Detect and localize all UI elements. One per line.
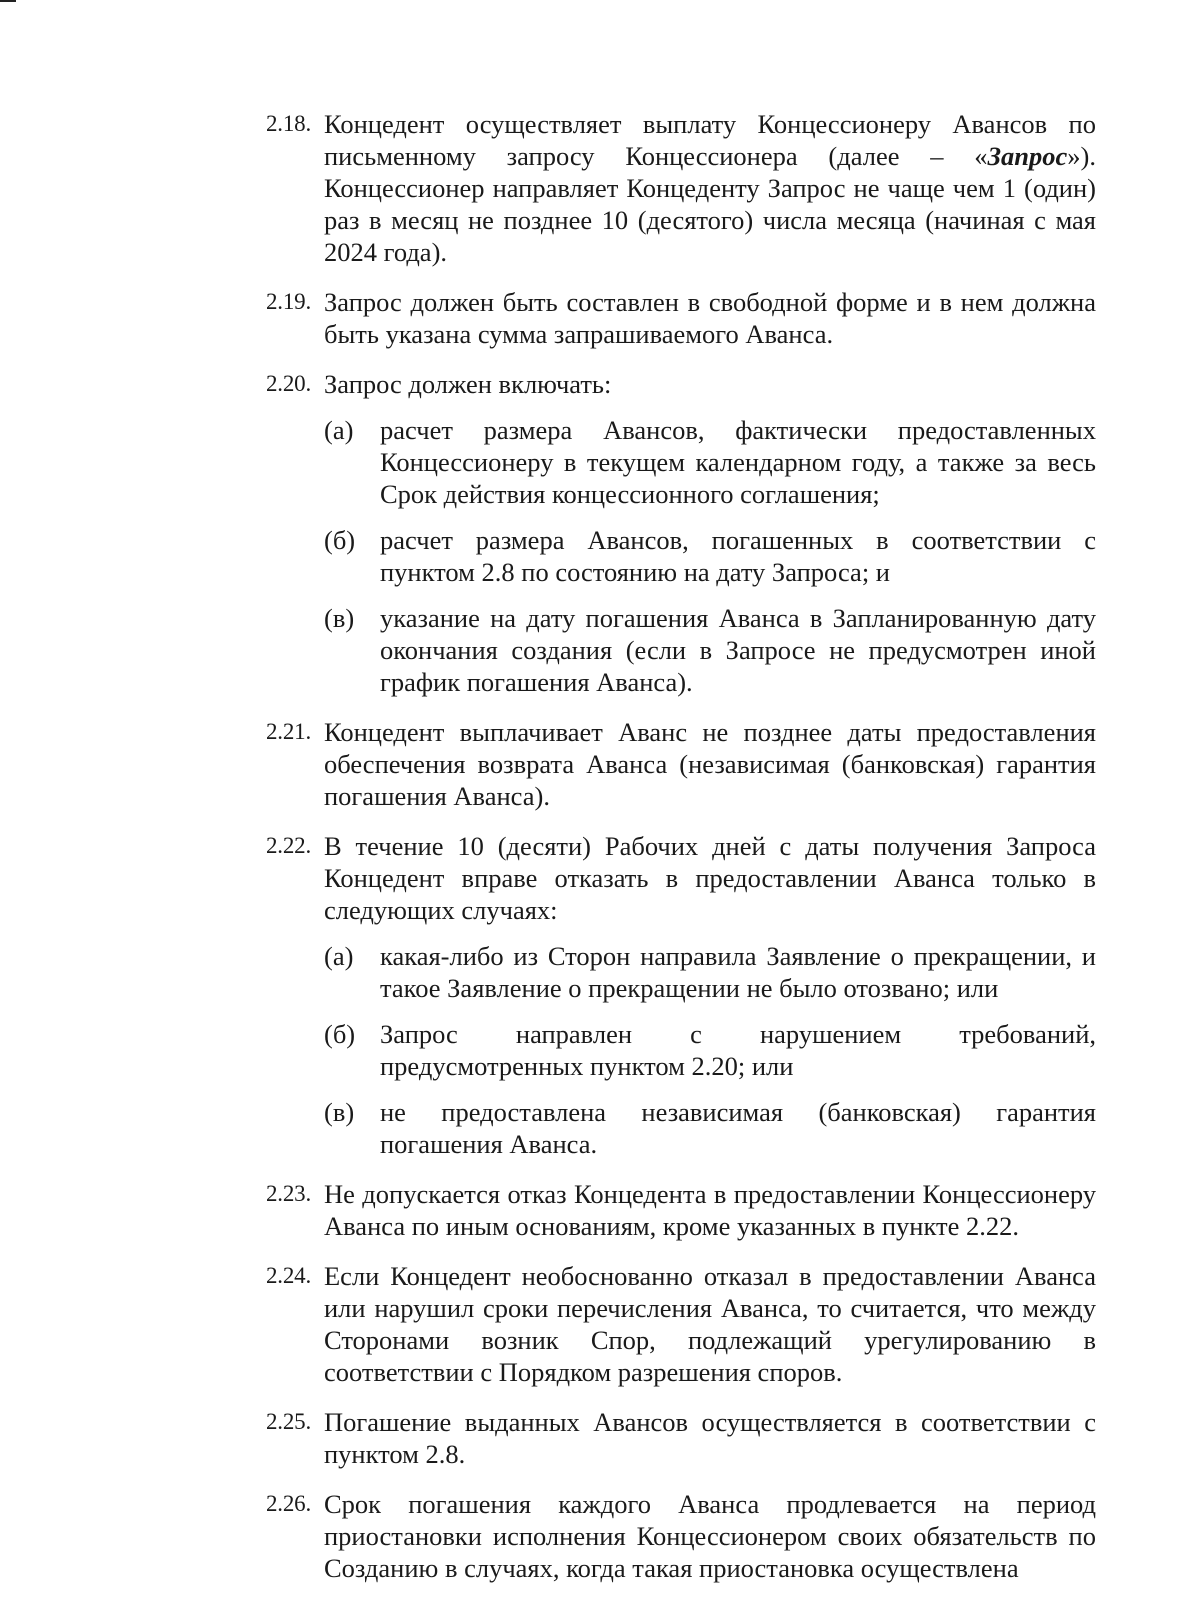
clause-number: 2.20. — [266, 371, 312, 396]
sub-item — [324, 1018, 1096, 1082]
defined-term: Запрос — [987, 141, 1068, 171]
clause-number: 2.24. — [266, 1263, 312, 1288]
sub-item-text: расчет размера Авансов, погашенных в соответствии с пунктом 2.8 по состоянию на дату Запроса; и — [380, 525, 1096, 587]
clause-body — [324, 830, 1096, 1160]
clause-text-part: »). Концессионер направляет Концеденту Запрос не чаще чем 1 (один) раз в месяц не позднее 10 (десятого) числа месяца (начиная с мая 2024 года). — [324, 141, 1096, 267]
sub-item — [324, 524, 1096, 588]
clause-2-20 — [266, 368, 1096, 698]
sub-item — [324, 414, 1096, 510]
clause-text: Срок погашения каждого Аванса продлевается на период приостановки исполнения Концессионером своих обязательств по Созданию в случаях, когда такая приостановка осуществлена — [324, 1489, 1096, 1583]
clause-number: 2.22. — [266, 833, 312, 858]
clause-number: 2.21. — [266, 719, 312, 744]
sub-item-label: (а) — [324, 941, 354, 971]
clause-text-part: Концедент осуществляет выплату Концессионеру Авансов по письменному запросу Концессионера (далее – « — [324, 109, 1096, 171]
clause-text: Погашение выданных Авансов осуществляется в соответствии с пунктом 2.8. — [324, 1407, 1096, 1469]
sub-item-text: не предоставлена независимая (банковская) гарантия погашения Аванса. — [380, 1097, 1096, 1159]
sub-item-text: Запрос направлен с нарушением требований, предусмотренных пунктом 2.20; или — [380, 1019, 1096, 1081]
clause-2-25 — [266, 1406, 1096, 1470]
clause-text: Если Концедент необоснованно отказал в предоставлении Аванса или нарушил сроки перечисления Аванса, то считается, что между Сторонами возник Спор, подлежащий урегулированию в соответствии с Порядком разрешения споров. — [324, 1261, 1096, 1387]
clause-number: 2.23. — [266, 1181, 312, 1206]
clause-text: Концедент выплачивает Аванс не позднее даты предоставления обеспечения возврата Аванса (независимая (банковская) гарантия погашения Аванса). — [324, 717, 1096, 811]
document-page — [266, 108, 1096, 1602]
sub-item — [324, 602, 1096, 698]
clause-text: В течение 10 (десяти) Рабочих дней с даты получения Запроса Концедент вправе отказать в предоставлении Аванса только в следующих случаях: — [324, 831, 1096, 925]
clause-2-18 — [266, 108, 1096, 268]
clause-text: Запрос должен быть составлен в свободной форме и в нем должна быть указана сумма запрашиваемого Аванса. — [324, 287, 1096, 349]
clause-text — [324, 108, 1096, 268]
clause-2-24 — [266, 1260, 1096, 1388]
clause-2-21 — [266, 716, 1096, 812]
sub-item-text: расчет размера Авансов, фактически предоставленных Концессионеру в текущем календарном году, а также за весь Срок действия концессионного соглашения; — [380, 415, 1096, 509]
clause-text: Запрос должен включать: — [324, 369, 612, 399]
sub-item-label: (в) — [324, 603, 355, 633]
sub-item — [324, 1096, 1096, 1160]
sub-item-text: указание на дату погашения Аванса в Запланированную дату окончания создания (если в Запросе не предусмотрен иной график погашения Аванса). — [380, 603, 1096, 697]
sub-item-label: (в) — [324, 1097, 355, 1127]
clause-2-23 — [266, 1178, 1096, 1242]
clause-text: Не допускается отказ Концедента в предоставлении Концессионеру Аванса по иным основаниям, кроме указанных в пункте 2.22. — [324, 1179, 1096, 1241]
clause-number: 2.19. — [266, 289, 312, 314]
sub-item — [324, 940, 1096, 1004]
sub-item-text: какая-либо из Сторон направила Заявление о прекращении, и такое Заявление о прекращении не было отозвано; или — [380, 941, 1096, 1003]
sub-item-label: (а) — [324, 415, 354, 445]
sub-item-label: (б) — [324, 525, 356, 555]
clause-body — [324, 368, 1096, 698]
clause-number: 2.26. — [266, 1491, 312, 1516]
clause-number: 2.18. — [266, 111, 312, 136]
clause-number: 2.25. — [266, 1409, 312, 1434]
clause-2-22 — [266, 830, 1096, 1160]
scan-corner-mark — [0, 0, 16, 2]
sub-item-label: (б) — [324, 1019, 356, 1049]
clause-2-19 — [266, 286, 1096, 350]
clause-2-26 — [266, 1488, 1096, 1584]
